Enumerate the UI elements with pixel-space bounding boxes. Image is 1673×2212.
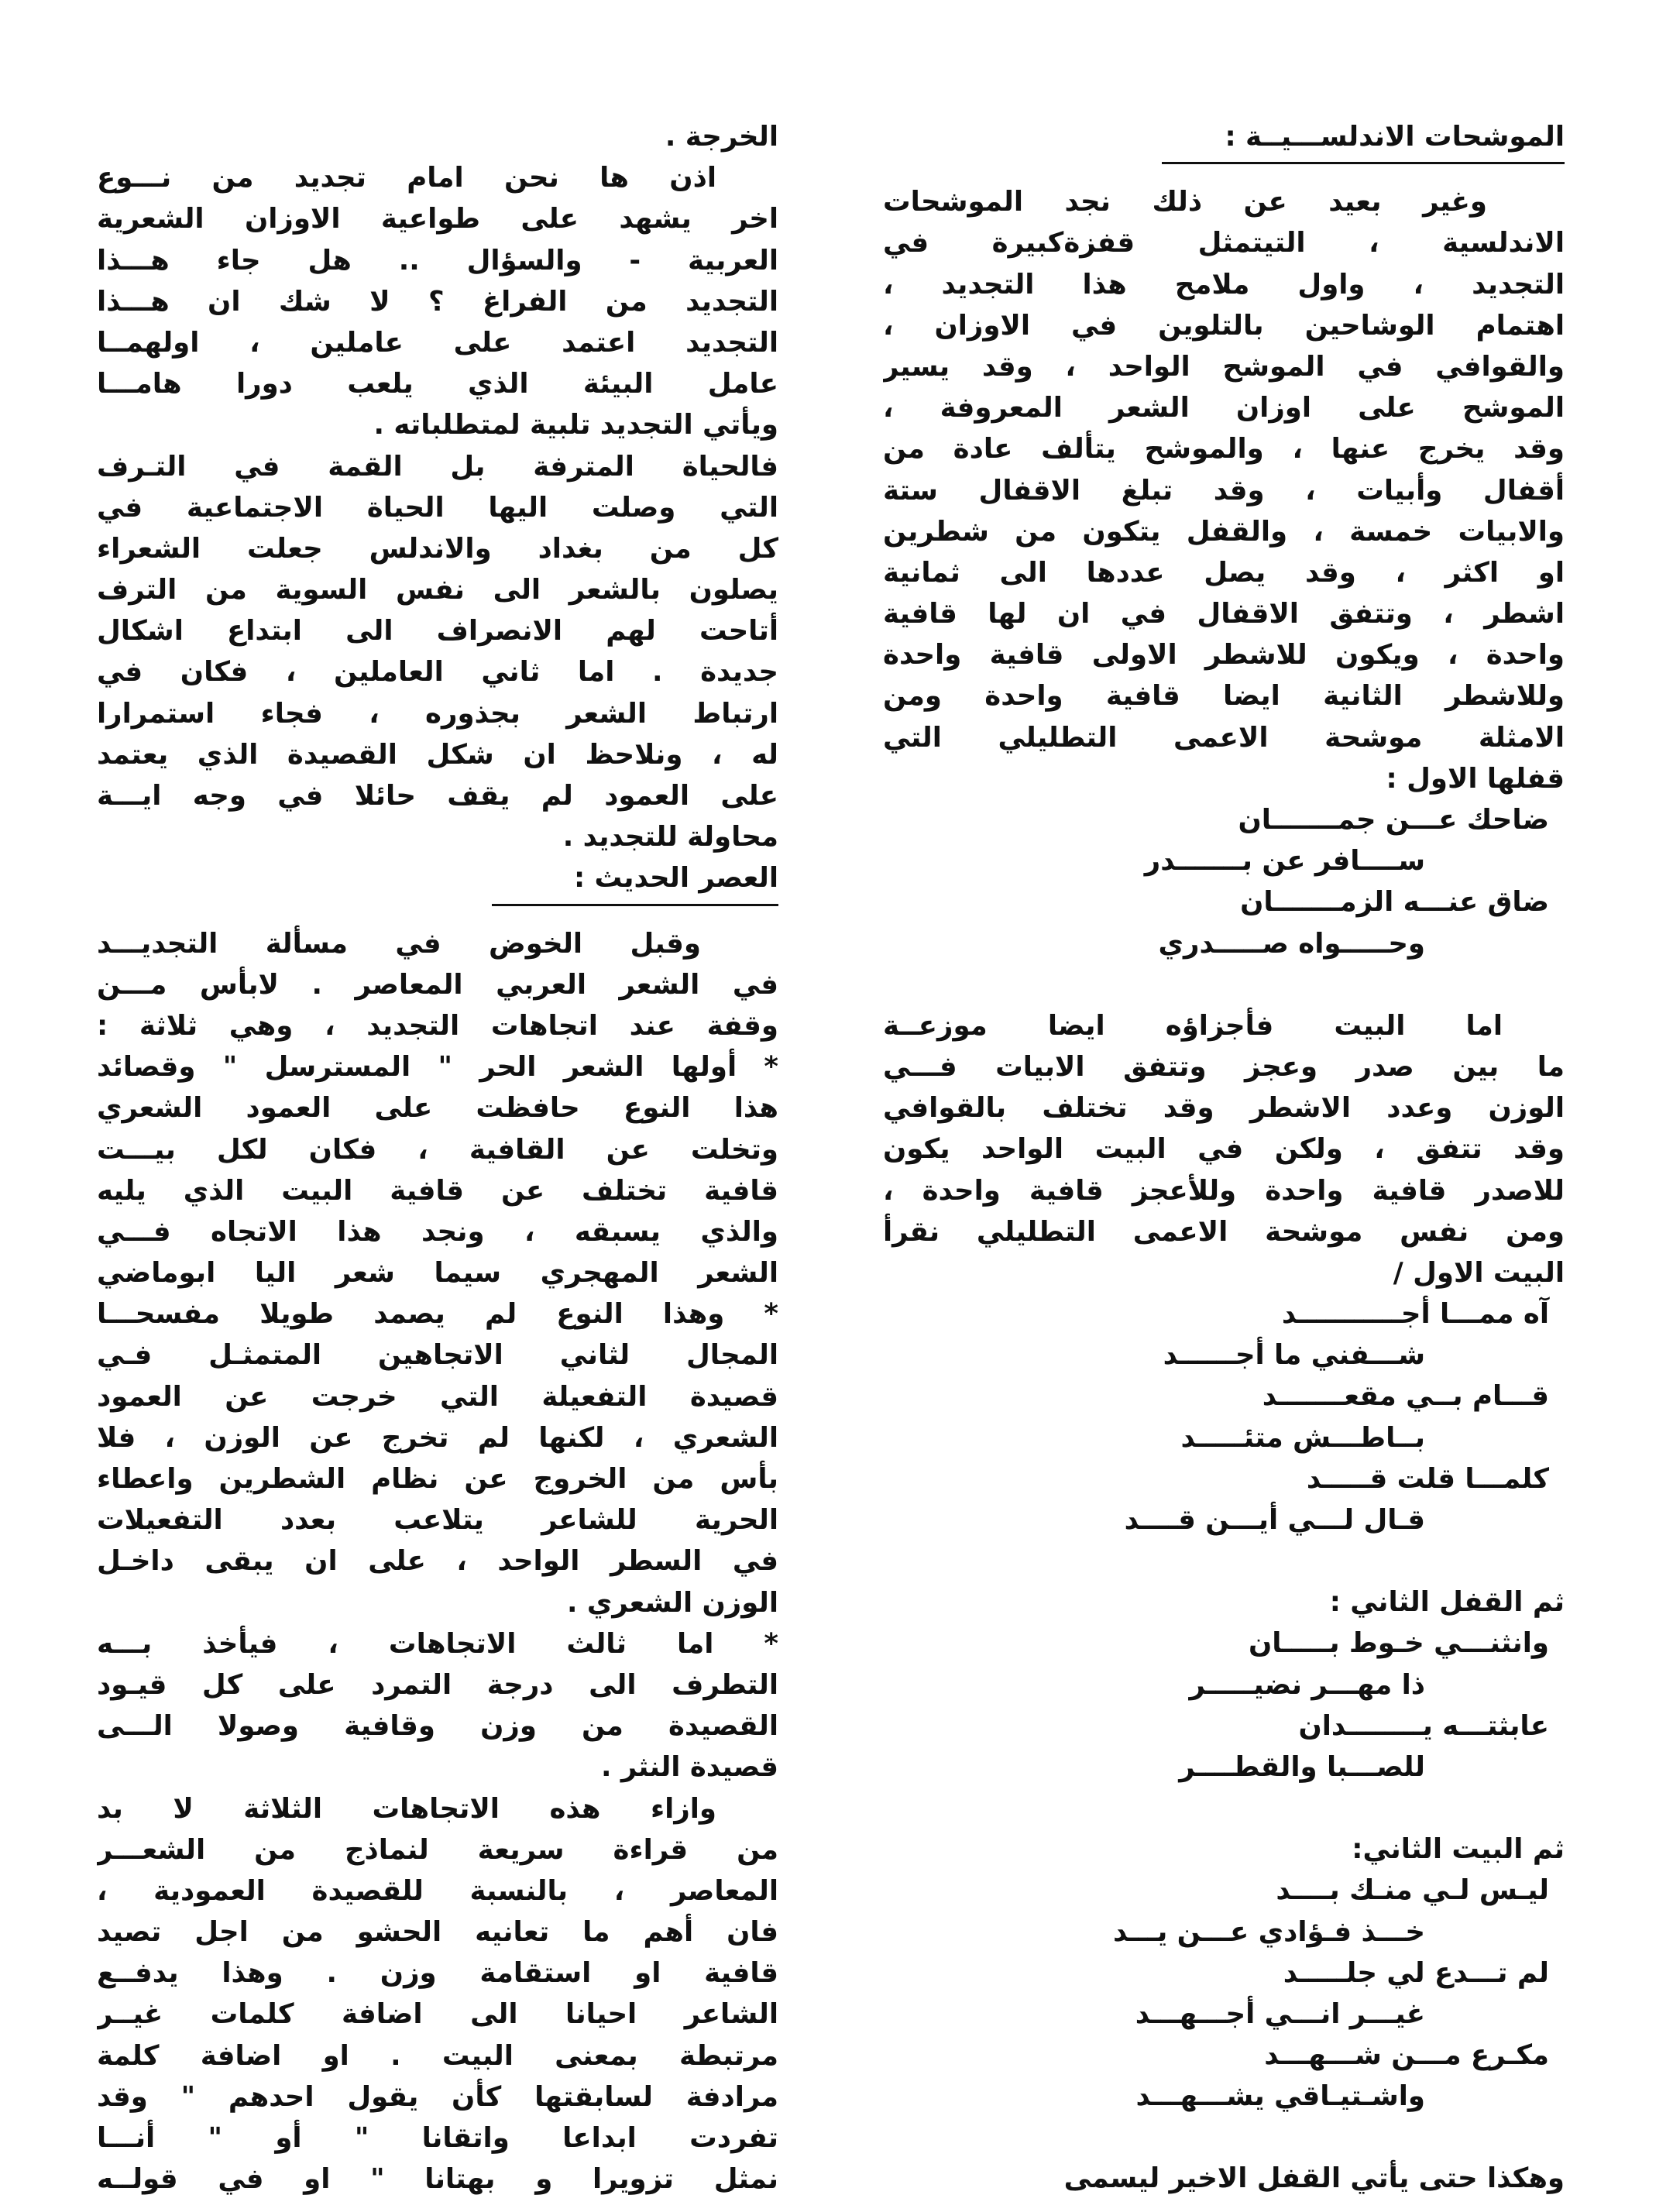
right-column [883, 116, 1565, 2200]
text-line: المعاصر ، بالنسبة للقصيدة العمودية ، [97, 1874, 778, 1907]
spacer [883, 964, 1565, 1005]
text-line: ويأتي التجديد تلبية لمتطلباته . [373, 409, 778, 441]
text-line: المجال لثاني الاتجاهين المتمثـل فـي [97, 1339, 778, 1372]
verse-line: قـــام بــي مقعـــــــد [1262, 1380, 1549, 1413]
heading-underline [1162, 162, 1565, 164]
verse-line: ضاق عنـــه الزمـــــــان [1240, 886, 1549, 919]
text-line: وازاء هذه الاتجاهات الثلاثة لا بد [97, 1792, 716, 1825]
text-line: أقفال وأبيات ، وقد تبلغ الاقفال ستة [883, 474, 1565, 507]
text-line: ما بين صدر وعجز وتتفق الابيات فـــي [883, 1050, 1565, 1083]
verse-line: ضاحك عـــن جمـــــــان [1238, 804, 1549, 836]
closing-line: وهكذا حتى يأتي القفل الاخير ليسمى [1063, 2162, 1565, 2195]
text-line: الشعر المهجري سيما شعر اليا ابوماضي [97, 1257, 778, 1290]
text-line: الوزن الشعري . [567, 1586, 778, 1619]
verse-block [883, 1293, 1565, 1540]
text-line: وغير بعيد عن ذلك نجد الموشحات [883, 186, 1487, 218]
text-line: اخر يشهد على طواعية الاوزان الشعرية [97, 203, 778, 235]
text-line: الاندلسية ، التيتمثل قفزةكبيرة في [883, 227, 1565, 259]
text-line: * اما ثالث الاتجاهات ، فيأخذ بـــه [97, 1627, 778, 1660]
verse-line: خـــذ فـؤادي عـــن يـــد [1113, 1915, 1425, 1948]
text-line: عامل البيئة الذي يلعب دورا هامـــا [97, 368, 778, 400]
text-line: ارتباط الشعر بجذوره ، فجاء استمرارا [97, 697, 778, 730]
text-line: محاولة للتجديد . [562, 821, 778, 854]
text-line: والابيات خمسة ، والقفل يتكون من شطرين [883, 515, 1565, 548]
text-line: الشاعر احيانا الى اضافة كلمات غيــر [97, 1998, 778, 2031]
text-line: نمثل تزويرا و بهتانا " او في قولــه [97, 2163, 778, 2196]
verse-line: وحـــــواه صـــــدري [1158, 927, 1425, 960]
verse-line: غيـــر انـــي أجـــهـــد [1135, 1997, 1425, 2030]
text-line: القصيدة من وزن وقافية وصولا الـــى [97, 1710, 778, 1743]
paragraph [97, 116, 778, 857]
paragraph [883, 1005, 1565, 1293]
spacer [883, 2117, 1565, 2158]
text-line: او اكثر ، وقد يصل عددها الى ثمانية [883, 556, 1565, 589]
text-line: فالحياة المترفة بل القمة في التـرف [97, 450, 778, 483]
verse-line: مكـرع مـــن شـــهـــد [1264, 2039, 1549, 2072]
verse-line: لم تـــدع لي جلـــــد [1283, 1956, 1549, 1989]
text-line: الامثلة موشحة الاعمى التطليلي التي [883, 721, 1565, 754]
text-line: من قراءة سريعة لنماذج من الشعـــر [97, 1833, 778, 1866]
text-line: وللاشطر الثانية ايضا قافية واحدة ومن [883, 680, 1565, 713]
text-line: التطرف الى درجة التمرد على كل قيـود [97, 1668, 778, 1701]
text-line: قصيدة النثر . [601, 1751, 778, 1784]
verse-line: قـال لـــي أيـــن قــــد [1124, 1504, 1425, 1536]
text-line: * وهذا النوع لم يصمد طويلا مفسحـــا [97, 1298, 778, 1331]
text-line: الخرجة . [665, 121, 778, 153]
text-line: وقد يخرج عنها ، والموشح يتألف عادة من [883, 433, 1565, 465]
text-line: قافية او استقامة وزن . وهذا يدفــع [97, 1957, 778, 1990]
text-line: * أولها الشعر الحر " المسترسل " وقصائد [97, 1051, 778, 1084]
text-line: اذن ها نحن امام تجديد من نـــوع [97, 162, 716, 194]
spacer [883, 1788, 1565, 1829]
stanza-label: ثم البيت الثاني: [1352, 1833, 1565, 1866]
verse-line: شـــفني ما أجــــــد [1163, 1339, 1425, 1372]
text-line: العربية - والسؤال .. هل جاء هـــذا [97, 244, 778, 276]
text-line: البيت الاول / [1393, 1256, 1565, 1289]
text-line: قفلها الاول : [1386, 762, 1565, 795]
verse-line: بــاطـــش متئـــــد [1180, 1421, 1425, 1454]
text-line: وتخلت عن القافية ، فكان لكل بيـــت [97, 1133, 778, 1166]
text-line: للاصدر قافية واحدة وللأعجز قافية واحدة ، [883, 1174, 1565, 1207]
text-line: جديدة . اما ثاني العاملين ، فكان في [97, 656, 778, 689]
text-line: يصلون بالشعر الى نفس السوية من الترف [97, 574, 778, 606]
verse-block [883, 799, 1565, 964]
text-line: واحدة ، ويكون للاشطر الاولى قافية واحدة [883, 639, 1565, 672]
text-line: الحرية للشاعر يتلاعب بعدد التفعيلات [97, 1504, 778, 1537]
text-line: وقبل الخوض في مسألة التجديـــد [97, 927, 701, 960]
text-line: والذي يسبقه ، ونجد هذا الاتجاه فـــي [97, 1215, 778, 1248]
paragraph [883, 181, 1565, 799]
verse-line: واشـتيـاقي يشـــهـــد [1135, 2080, 1425, 2113]
text-line: التي وصلت اليها الحياة الاجتماعية في [97, 491, 778, 524]
text-line: اما البيت فأجزاؤه ايضا موزعــة [883, 1009, 1503, 1042]
verse-line: آه ممـــا أجـــــــــــد [1281, 1298, 1549, 1331]
text-line: أتاحت لهم الانصراف الى ابتداع اشكال [97, 615, 778, 647]
text-line: على العمود لم يقف حائلا في وجه ايـــة [97, 780, 778, 812]
stanza-label: ثم القفل الثاني : [1329, 1586, 1565, 1619]
text-line: اهتمام الوشاحين بالتلوين في الاوزان ، [883, 309, 1565, 342]
text-line: في الشعر العربي المعاصر . لابأس مـــن [97, 968, 778, 1001]
text-line: الموشح على اوزان الشعر المعروفة ، [883, 392, 1565, 424]
text-line: كل من بغداد والاندلس جعلت الشعراء [97, 532, 778, 565]
heading-underline [492, 904, 778, 906]
section-heading: العصر الحديث : [573, 862, 778, 895]
verse-block [883, 1870, 1565, 2117]
text-line: فان أهم ما تعانيه الحشو من اجل تصيد [97, 1916, 778, 1949]
text-line: هذا النوع حافظت على العمود الشعري [97, 1092, 778, 1125]
text-line: تفردت ابداعا واتقانا " أو " أنـــا [97, 2122, 778, 2154]
verse-line: وانثنـــي خـوط بـــــان [1248, 1627, 1549, 1660]
text-line: اشطر ، وتتفق الاقفال في ان لها قافية [883, 598, 1565, 630]
text-line: مرتبطة بمعنى البيت . او اضافة كلمة [97, 2039, 778, 2072]
text-line: بأس من الخروج عن نظام الشطرين واعطاء [97, 1463, 778, 1495]
text-line: مرادفة لسابقتها كأن يقول احدهم " وقد [97, 2080, 778, 2113]
text-line: ومن نفس موشحة الاعمى التطليلي نقرأ [883, 1215, 1565, 1248]
text-line: قافية تختلف عن قافية البيت الذي يليه [97, 1174, 778, 1207]
text-line: التجديد ، واول ملامح هذا التجديد ، [883, 268, 1565, 301]
text-line: قصيدة التفعيلة التي خرجت عن العمود [97, 1380, 778, 1413]
text-line: له ، ونلاحظ ان شكل القصيدة الذي يعتمد [97, 738, 778, 771]
verse-line: للصـــبا والقطــــر [1179, 1750, 1425, 1783]
text-line: التجديد من الفراغ ؟ لا شك ان هـــذا [97, 285, 778, 318]
text-line: والقوافي في الموشح الواحد ، وقد يسير [883, 350, 1565, 383]
spacer [883, 1540, 1565, 1582]
text-line: وقفة عند اتجاهات التجديد ، وهي ثلاثة : [97, 1009, 778, 1042]
text-line: وقد تتفق ، ولكن في البيت الواحد يكون [883, 1133, 1565, 1166]
verse-line: عابثتـــه يــــــــدان [1298, 1709, 1549, 1742]
verse-block [883, 1623, 1565, 1788]
verse-line: ليـس لـي منـك بــــد [1276, 1874, 1549, 1907]
text-line: الوزن وعدد الاشطر وقد تختلف بالقوافي [883, 1092, 1565, 1125]
text-line: في السطر الواحد ، على ان يبقى داخـل [97, 1545, 778, 1578]
paragraph [97, 923, 778, 2200]
verse-line: كلمـــا قلت قـــــد [1306, 1462, 1549, 1495]
left-column [97, 116, 778, 2200]
verse-line: ذا مهـــر نضيـــــر [1189, 1668, 1425, 1701]
text-line: التجديد اعتمد على عاملين ، اولهمــا [97, 326, 778, 359]
text-line: الشعري ، لكنها لم تخرج عن الوزن ، فلا [97, 1421, 778, 1454]
verse-line: ســــافر عن بـــــــدر [1144, 845, 1425, 878]
section-heading: الموشحات الاندلســـيــة : [1225, 121, 1565, 153]
